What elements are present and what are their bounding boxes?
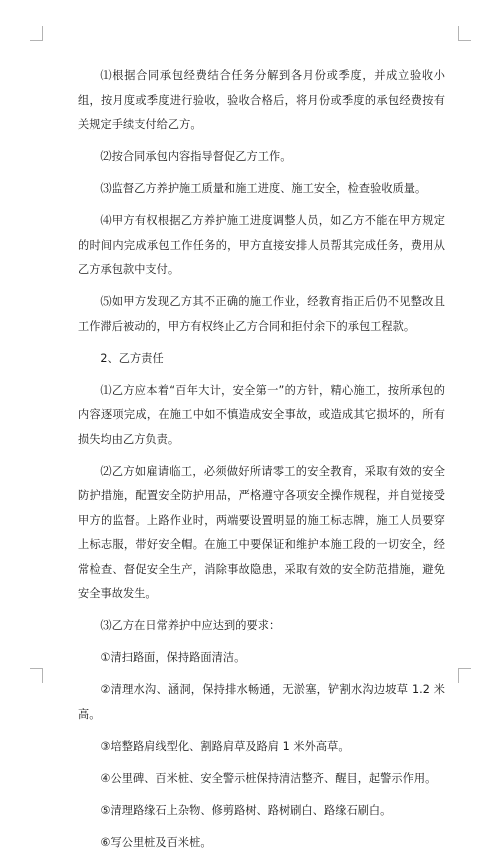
paragraph-party-b-2: ⑵乙方如雇请临工，必须做好所请零工的安全教育，采取有效的安全防护措施，配置安全防护用品，严格遵守各项安全操作规程，并自觉接受甲方的监督。上路作业时，两端要设置明显的施工标志牌，施工人员要穿上标志服，带好安全帽。在施工中要保证和维护本施工段的一切安全，经常检查、督促安全生产，消除事故隐患，采取有效的安全防范措施，避免安全事故发生。 [78,460,445,607]
list-item-6: ⑥写公里桩及百米桩。 [78,831,445,855]
list-item-5: ⑤清理路缘石上杂物、修剪路树、路树刷白、路缘石刷白。 [78,799,445,824]
section-heading-party-b: 2、乙方责任 [78,347,445,372]
list-item-4: ④公里碑、百米桩、安全警示桩保持清洁整齐、醒目，起警示作用。 [78,767,445,792]
paragraph-party-b-3: ⑶乙方在日常养护中应达到的要求： [78,614,445,639]
paragraph-party-a-2: ⑵按合同承包内容指导督促乙方工作。 [78,145,445,170]
list-item-3: ③培整路肩线型化、割路肩草及路肩 1 米外高草。 [78,735,445,760]
paragraph-party-a-4: ⑷甲方有权根据乙方养护施工进度调整人员，如乙方不能在甲方规定的时间内完成承包工作任务的，甲方直接安排人员帮其完成任务，费用从乙方承包款中支付。 [78,209,445,283]
paragraph-party-b-1: ⑴乙方应本着“百年大计，安全第一”的方针，精心施工，按所承包的内容逐项完成，在施工中如不慎造成安全事故，或造成其它损坏的，所有损失均由乙方负责。 [78,379,445,453]
document-body [78,64,445,855]
list-item-2: ②清理水沟、涵洞，保持排水畅通，无淤塞，铲割水沟边坡草 1.2 米高。 [78,678,445,727]
crop-mark-bottom-left [30,668,43,683]
crop-mark-top-right [458,26,471,41]
crop-mark-top-left [30,26,43,41]
paragraph-party-a-5: ⑸如甲方发现乙方其不正确的施工作业，经教育指正后仍不见整改且工作滞后被动的，甲方有权终止乙方合同和拒付余下的承包工程款。 [78,290,445,339]
paragraph-party-a-3: ⑶监督乙方养护施工质量和施工进度、施工安全，检查验收质量。 [78,177,445,202]
paragraph-party-a-1: ⑴根据合同承包经费结合任务分解到各月份或季度，并成立验收小组，按月度或季度进行验收，验收合格后，将月份或季度的承包经费按有关规定手续支付给乙方。 [78,64,445,138]
crop-mark-bottom-right [458,668,471,683]
list-item-1: ①清扫路面，保持路面清洁。 [78,646,445,671]
